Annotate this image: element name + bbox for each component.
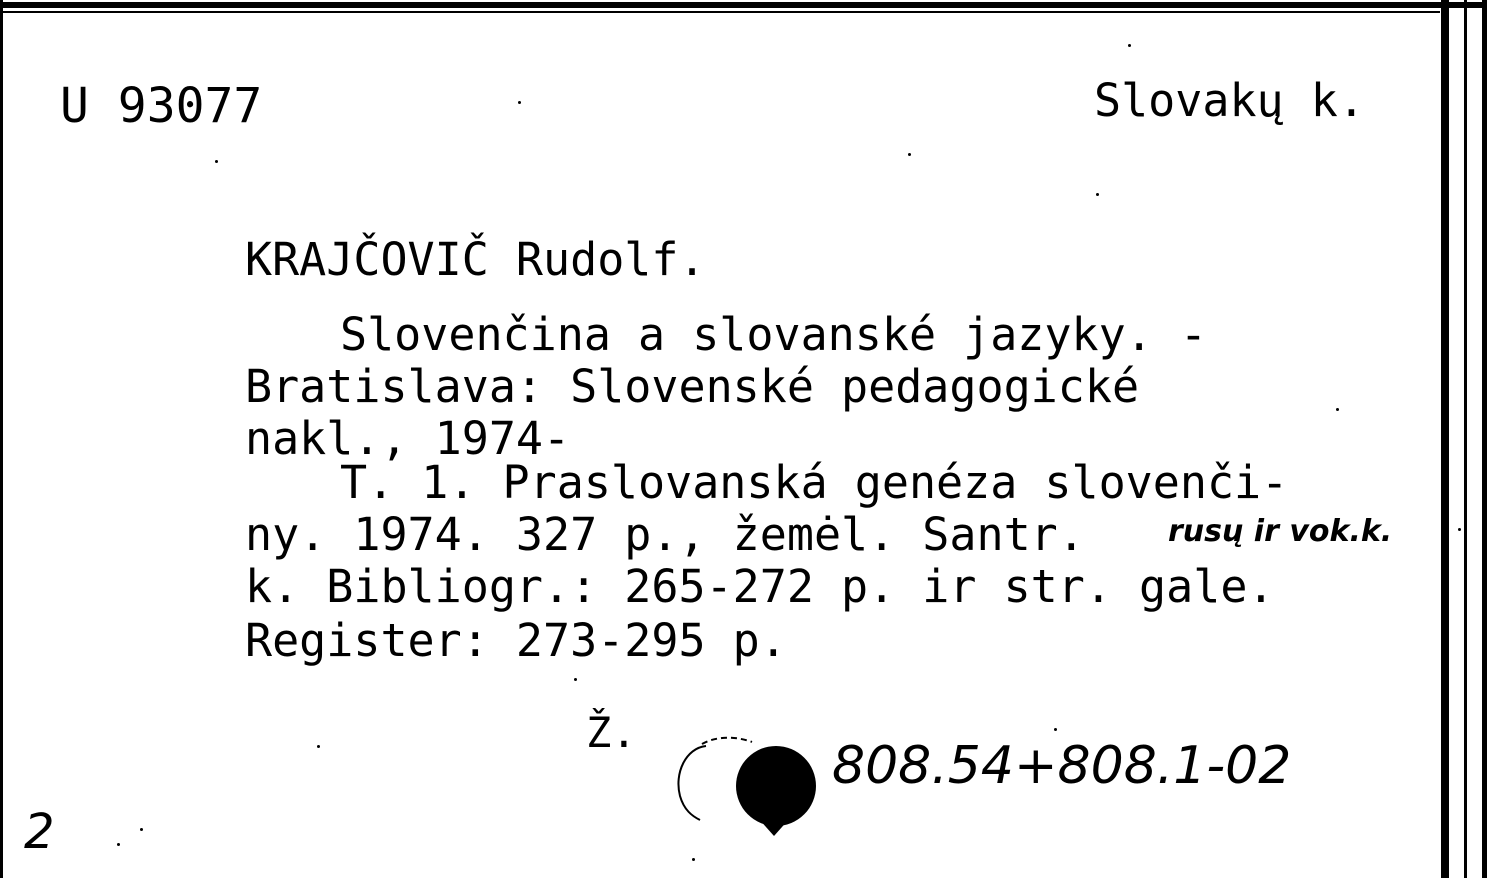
author-heading: KRAJČOVIČ Rudolf. xyxy=(245,233,706,286)
title-line: Slovenčina a slovanské jazyky. - xyxy=(340,308,1207,361)
bibliography-line: k. Bibliogr.: 265-272 p. ir str. gale. xyxy=(245,560,1275,613)
speck xyxy=(1054,728,1057,731)
speck xyxy=(908,153,911,156)
speck xyxy=(1128,44,1131,47)
card-left-border xyxy=(0,0,3,878)
speck xyxy=(518,101,521,104)
pagination-line: ny. 1974. 327 p., žemėl. Santr. xyxy=(245,508,1085,561)
register-line: Register: 273-295 p. xyxy=(245,614,787,667)
library-stamp-icon xyxy=(666,728,836,848)
corner-mark: 2 xyxy=(24,804,55,860)
speck xyxy=(1336,408,1339,411)
publisher-line: Bratislava: Slovenské pedagogické xyxy=(245,360,1140,413)
speck xyxy=(117,843,120,846)
card-right-edge xyxy=(1482,0,1487,878)
speck xyxy=(140,828,143,831)
classification-number: 808.54+808.1-02 xyxy=(832,736,1292,796)
speck xyxy=(215,160,218,163)
card-top-border xyxy=(0,2,1487,8)
card-top-border-line xyxy=(0,11,1440,13)
z-mark: Ž. xyxy=(586,708,637,757)
speck xyxy=(317,745,320,748)
speck xyxy=(574,678,577,681)
speck xyxy=(1096,193,1099,196)
speck xyxy=(692,858,695,861)
handwritten-note: rusų ir vok.k. xyxy=(1168,514,1393,549)
location-label: Slovakų k. xyxy=(1094,74,1365,127)
call-number: U 93077 xyxy=(60,78,263,134)
card-right-border xyxy=(1441,0,1449,878)
imprint-line: nakl., 1974- xyxy=(245,412,571,465)
volume-line: T. 1. Praslovanská genéza slovenči- xyxy=(340,456,1289,509)
card-right-border-line xyxy=(1464,0,1467,878)
speck xyxy=(1458,528,1461,531)
